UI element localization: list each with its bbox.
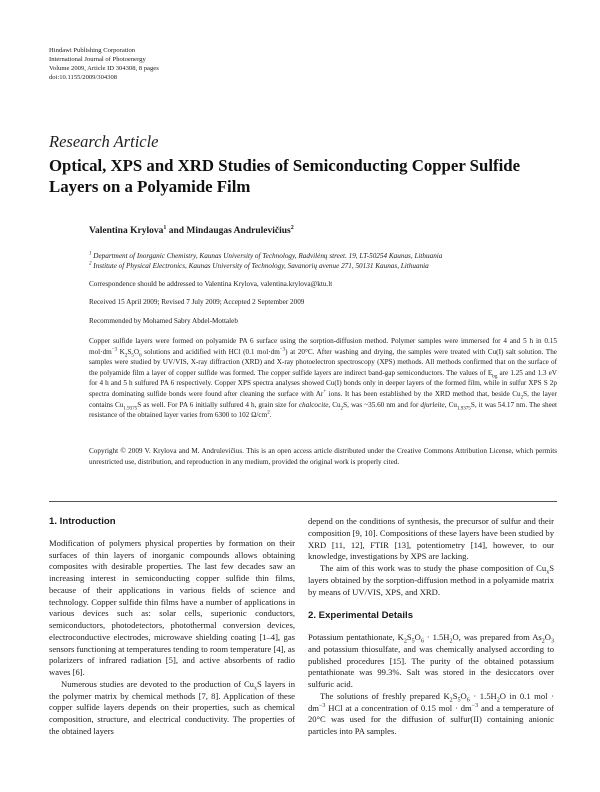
- journal-line: International Journal of Photoenergy: [49, 56, 146, 63]
- correspondence: Correspondence should be addressed to Valentina Krylova, valentina.krylova@ktu.lt: [89, 280, 333, 288]
- author-name: Mindaugas Andrulevičius: [186, 226, 291, 236]
- author-affiliation-marker: 2: [290, 224, 294, 231]
- article-title: [49, 155, 569, 197]
- affiliation-text: Institute of Physical Electronics, Kaunas University of Technology, Savanorių avenue 271, 50131 Kaunas, Lithuania: [93, 262, 429, 270]
- publisher-line: Hindawi Publishing Corporation: [49, 47, 136, 54]
- copyright-notice: Copyright © 2009 V. Krylova and M. Andrulevičius. This is an open access article distributed under the Creative Commons Attribution License, which permits unrestricted use, distribution, and reproduction in any medium, provided the original work is properly cited.: [89, 447, 557, 466]
- affiliation-text: Department of Inorganic Chemistry, Kaunas University of Technology, Radvilėnų street. 19, LT-50254 Kaunas, Lithuania: [93, 252, 443, 260]
- intro-paragraph-2: Numerous studies are devoted to the production of $Cu_xS$ layers in the polymer matrix by chemical methods [7, 8]. Application of these copper sulfide layers depends on their properties, such as chemical composition, structure, and electrical conductivity. The properties of the obtained layers: [49, 678, 295, 736]
- affiliation-2: [89, 262, 557, 271]
- right-column: [308, 516, 554, 738]
- affiliation-number: 2: [89, 261, 92, 267]
- affiliation-1: [89, 252, 557, 261]
- abstract: Copper sulfide layers were formed on polyamide PA 6 surface using the sorption-diffusion method. Polymer samples were immersed for 4 and 5 h in 0.15 $mol\cdot dm^{-3}$ $K_2S_5O_6$ solutions and acidified with HCl (0.1 $mol\cdot dm^{-3}$) at 20°C. After washing and drying, the samples were treated with Cu(I) salt solution. The samples were studied by UV/VIS, X-ray diffraction (XRD) and X-ray photoelectron spectroscopy (XPS) methods. All methods confirmed that on the surface of the polyamide film a layer of copper sulfide was formed. The copper sulfide layers are indirect band-gap semiconductors. The values of $E_{bg}$ are 1.25 and 1.3 eV for 4 h and 5 h sulfured PA 6 respectively. Copper XPS spectra analyses showed Cu(I) bonds only in deeper layers of the formed film, while in sulfur XPS S 2p spectra dominating sulfide bonds were found after cleaning the surface with Ar+ ions. It has been established by the XRD method that, beside $Cu_2S$, the layer contains $Cu_{1.9375}S$ as well. For PA 6 initially sulfured 4 h, grain size for chalcocite, $Cu_2S$, was ~35.60 nm and for djurleite, $Cu_{1.9375}S$, it was 54.17 nm. The sheet resistance of the obtained layer varies from 6300 to 102 $\Omega/cm^2$.: [89, 337, 558, 420]
- doi-line: doi:10.1155/2009/304308: [49, 74, 118, 81]
- article-type: Research Article: [49, 132, 159, 151]
- section-heading-introduction: 1. Introduction: [49, 516, 116, 527]
- divider: [49, 501, 557, 502]
- experimental-paragraph-2: The solutions of freshly prepared $K_2S_5O_6 \cdot 1.5H_2O$ in 0.1 mol · $dm^{-3}$ HCl at a concentration of 0.15 mol · $dm^{-3}$ and a temperature of 20°C was used for the diffusion of sulfur(II) containing anionic particles into PA samples.: [308, 690, 554, 736]
- title-line-2: Layers on a Polyamide Film: [49, 177, 251, 196]
- intro-paragraph-1: Modification of polymers physical properties by formation on their surfaces of thin layers of inorganic compounds allows obtaining composites with desirable properties. The last few decades saw an increasing interest in semiconducting copper sulfide thin films, because of their applications in various fields of science and technology. Copper sulfide thin films have a number of applications in various devices such as: solar cells, superionic conductors, semiconductors, photodetectors, photothermal conversion devices, electroconductive electrodes, microwave shielding coating [1–4], gas sensors functioning at temperatures tending to room temperature [4], as polarizers of infrared radiation [5], and active absorbents of radio waves [6].: [49, 537, 295, 677]
- author-affiliation-marker: 1: [163, 224, 167, 231]
- left-column: [49, 516, 295, 738]
- dates: Received 15 April 2009; Revised 7 July 2009; Accepted 2 September 2009: [89, 298, 305, 306]
- volume-line: Volume 2009, Article ID 304308, 8 pages: [49, 65, 159, 72]
- title-line-1: Optical, XPS and XRD Studies of Semiconducting Copper Sulfide: [49, 156, 521, 175]
- author-conjunction: and: [166, 226, 187, 236]
- experimental-paragraph-1: Potassium pentathionate, $K_2S_5O_6 \cdot 1.5H_2O$, was prepared from $As_2O_3$ and potassium thiosulfate, and was chemically analysed according to published procedures [15]. The purity of the obtained potassium pentathionate was 99.3%. Salt was stored in the desiccators over sulfuric acid.: [308, 632, 555, 689]
- affiliation-number: 1: [89, 251, 92, 257]
- intro-paragraph-4: The aim of this work was to study the phase composition of $Cu_xS$ layers obtained by the sorption-diffusion method in a polyamide matrix by means of UV/VIS, XPS, and XRD.: [308, 563, 554, 597]
- section-heading-experimental: 2. Experimental Details: [308, 610, 414, 622]
- intro-paragraph-3: depend on the conditions of synthesis, the precursor of sulfur and their composition [9, 10]. Compositions of these layers have been studied by XRD [11, 12], FTIR [13], potentiometry [14], however, to our knowledge, investigations by XPS are lacking.: [308, 516, 554, 562]
- author-list: [89, 226, 294, 236]
- recommended-by: Recommended by Mohamed Sabry Abdel-Mottaleb: [89, 317, 238, 325]
- author-name: Valentina Krylova: [89, 226, 164, 236]
